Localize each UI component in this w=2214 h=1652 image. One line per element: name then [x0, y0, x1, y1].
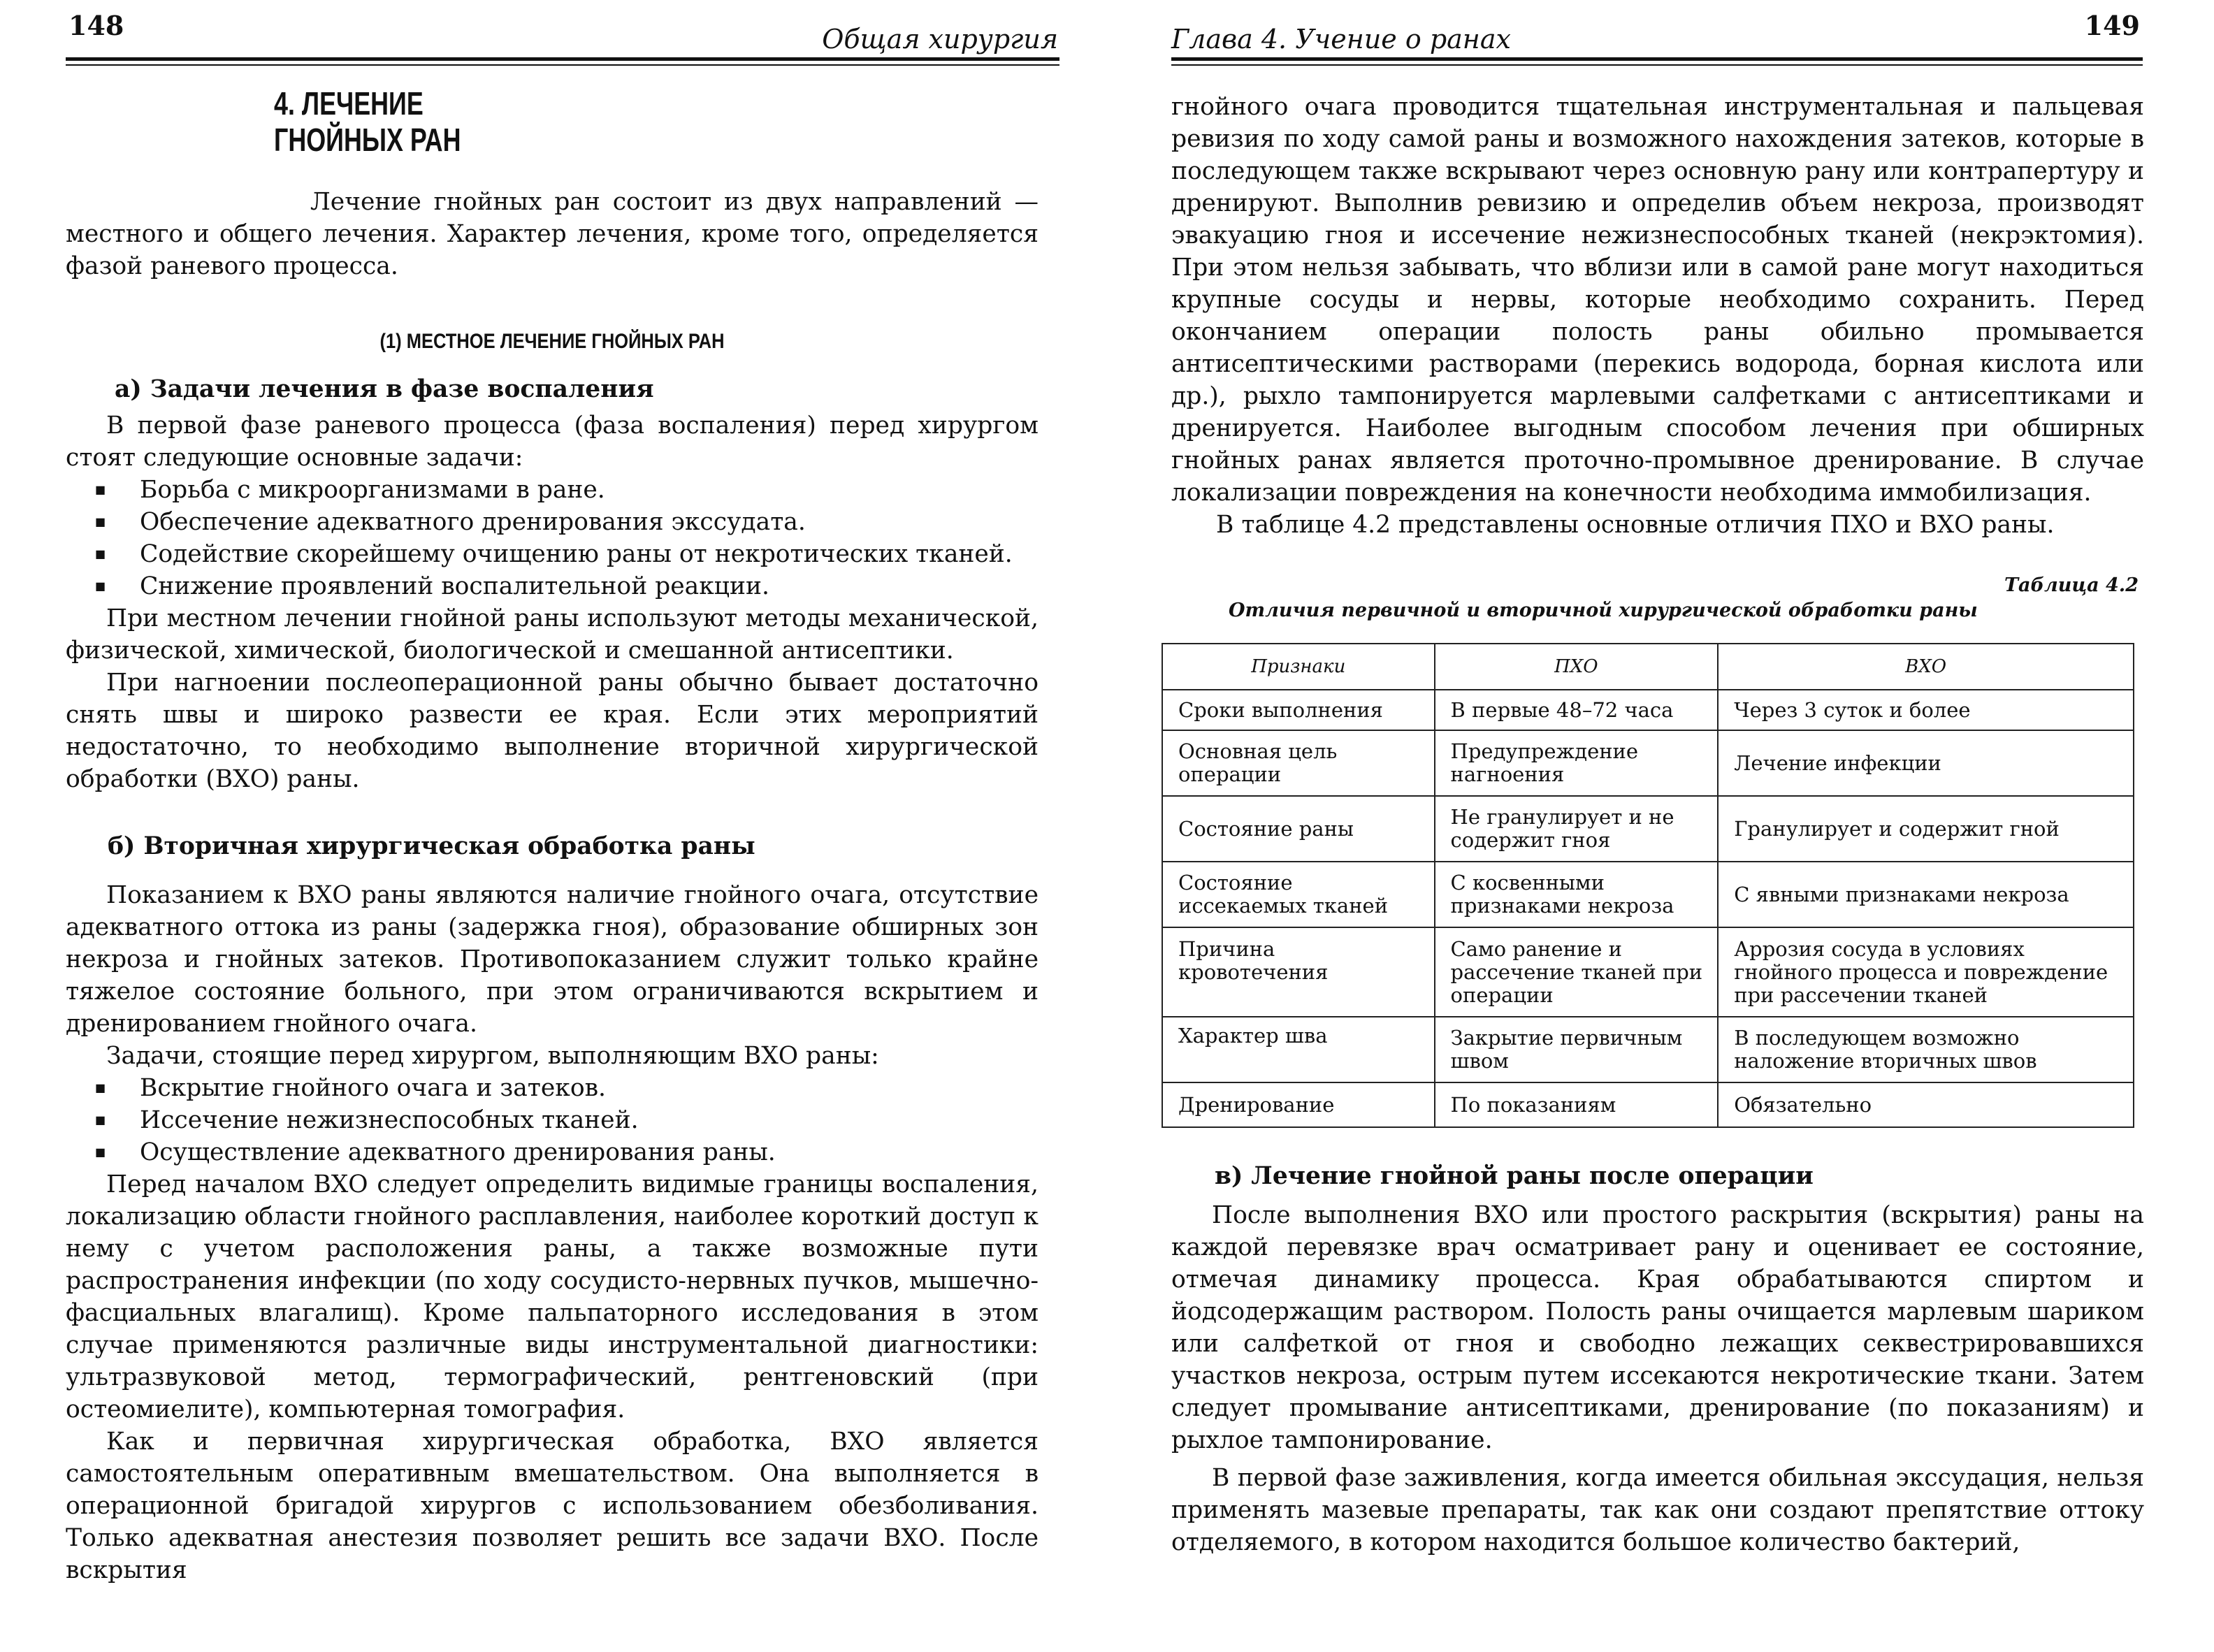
table-cell: Сроки выполнения	[1162, 690, 1435, 730]
list-item: ■ Снижение проявлений воспалительной реакции.	[66, 570, 1039, 602]
page-number: 148	[68, 10, 124, 41]
left-page-body	[66, 186, 1039, 1586]
section-title: (1) МЕСТНОЕ ЛЕЧЕНИЕ ГНОЙНЫХ РАН	[379, 330, 725, 353]
list-item: ■ Иссечение нежизнеспособных тканей.	[66, 1104, 1039, 1136]
task-list	[66, 1072, 1039, 1168]
paragraph: При нагноении послеоперационной раны обычно бывает достаточно снять швы и широко развести ее края. Если этих мероприятий недостаточно, то необходимо выполнение вторичной хирургической обработки (ВХО) раны.	[66, 669, 1039, 793]
paragraph: Показанием к ВХО раны являются наличие гнойного очага, отсутствие адекватного оттока из раны (задержка гноя), образование обширных зон некроза и гнойных затеков. Противопоказанием служит только крайне тяжелое состояние больного, при этом ограничиваются вскрытием и дренированием гнойного очага.	[66, 881, 1039, 1038]
intro-paragraph: Лечение гнойных ран состоит из двух направлений — местного и общего лечения. Характер лечения, кроме того, определяется фазой раневого процесса.	[66, 188, 1039, 280]
running-head: Общая хирургия	[822, 24, 1058, 55]
header-rule-thin	[66, 64, 1059, 66]
header-rule	[66, 57, 1059, 61]
table-cell: С явными признаками некроза	[1718, 862, 2134, 927]
table-cell: Состояние раны	[1162, 796, 1435, 862]
table-row	[1162, 927, 2134, 1017]
comparison-table	[1162, 643, 2134, 1128]
paragraph: Как и первичная хирургическая обработка, ВХО является самостоятельным оперативным вмешательством. Она выполняется в операционной бригадой хирургов с использованием обезболивания. Только адекватная анестезия позволяет решить все задачи ВХО. После вскрытия	[66, 1428, 1039, 1584]
chapter-title-line-1: 4. ЛЕЧЕНИЕ	[274, 85, 424, 122]
right-page-body-top	[1171, 91, 2144, 541]
table-caption: Отличия первичной и вторичной хирургической обработки раны	[1229, 600, 1978, 621]
subsection-a-title: а) Задачи лечения в фазе воспаления	[115, 375, 654, 403]
table-cell: В первые 48–72 часа	[1435, 690, 1719, 730]
table-row	[1162, 690, 2134, 730]
subsection-c-title: в) Лечение гнойной раны после операции	[1215, 1162, 1814, 1190]
paragraph: В первой фазе раневого процесса (фаза воспаления) перед хирургом стоят следующие основные задачи:	[66, 412, 1039, 472]
table-cell: Закрытие первичным швом	[1435, 1017, 1719, 1082]
paragraph: После выполнения ВХО или простого раскрытия (вскрытия) раны на каждой перевязке врач осматривает рану и оценивает ее состояние, отмечая динамику процесса. Края обрабатываются спиртом и йодсодержащим раствором. Полость раны очищается марлевым шариком или салфеткой от гноя и свободно лежащих секвестрировавшихся участков некроза, острым путем иссекаются некротические ткани. Затем следует промывание антисептиками, дренирование (по показаниям) и рыхлое тампонирование.	[1171, 1201, 2144, 1454]
table-cell: Характер шва	[1162, 1017, 1435, 1082]
header-rule	[1171, 57, 2143, 61]
paragraph: При местном лечении гнойной раны используют методы механической, физической, химической, биологической и смешанной антисептики.	[66, 604, 1039, 665]
table-cell: Через 3 суток и более	[1718, 690, 2134, 730]
table-cell: Само ранение и рассечение тканей при операции	[1435, 927, 1719, 1017]
table-header-row	[1162, 644, 2134, 690]
table-row	[1162, 796, 2134, 862]
table-label: Таблица 4.2	[2004, 574, 2139, 596]
table-cell: Лечение инфекции	[1718, 730, 2134, 796]
right-page	[1107, 0, 2214, 1652]
table-cell: С косвенными признаками некроза	[1435, 862, 1719, 927]
paragraph: Задачи, стоящие перед хирургом, выполняющим ВХО раны:	[106, 1042, 879, 1070]
paragraph: Перед началом ВХО следует определить видимые границы воспаления, локализацию области гнойного расплавления, наиболее короткий доступ к нему с учетом расположения раны, а также возможные пути распространения инфекции (по ходу сосудисто-нервных пучков, мышечно-фасциальных влагалищ). Кроме пальпаторного исследования в этом случае применяются различные виды инструментальной диагностики: ультразвуковой метод, термографический, рентгеновский (при остеомиелите), компьютерная томография.	[66, 1171, 1039, 1423]
header-rule-thin	[1171, 64, 2143, 66]
paragraph: В первой фазе заживления, когда имеется обильная экссудация, нельзя применять мазевые препараты, так как они создают препятствие оттоку отделяемого, в котором находится большое количество бактерий,	[1171, 1464, 2144, 1556]
table-cell: Аррозия сосуда в условиях гнойного процесса и повреждение при рассечении тканей	[1718, 927, 2134, 1017]
list-item: ■ Содействие скорейшему очищению раны от некротических тканей.	[66, 538, 1039, 570]
chapter-title-line-2: ГНОЙНЫХ РАН	[274, 122, 461, 158]
table-row	[1162, 1017, 2134, 1082]
column-header: ВХО	[1718, 644, 2134, 690]
task-list	[66, 474, 1039, 602]
table-row	[1162, 730, 2134, 796]
subsection-b-title: б) Вторичная хирургическая обработка раны	[108, 832, 755, 860]
table-cell: Не гранулирует и не содержит гноя	[1435, 796, 1719, 862]
running-head: Глава 4. Учение о ранах	[1171, 24, 1511, 55]
list-item: ■ Обеспечение адекватного дренирования экссудата.	[66, 506, 1039, 538]
table-row	[1162, 862, 2134, 927]
table-cell: Причина кровотечения	[1162, 927, 1435, 1017]
table-cell: Основная цель операции	[1162, 730, 1435, 796]
list-item: ■ Осуществление адекватного дренирования раны.	[66, 1136, 1039, 1168]
table-cell: Состояние иссекаемых тканей	[1162, 862, 1435, 927]
right-page-body-bottom	[1171, 1160, 2144, 1558]
list-item: ■ Вскрытие гнойного очага и затеков.	[66, 1072, 1039, 1104]
table-cell: Дренирование	[1162, 1082, 1435, 1127]
table-cell: Предупреждение нагноения	[1435, 730, 1719, 796]
table-cell: По показаниям	[1435, 1082, 1719, 1127]
paragraph: гнойного очага проводится тщательная инструментальная и пальцевая ревизия по ходу самой раны и возможного нахождения затеков, которые в последующем также вскрывают через основную рану или контрапертуру и дренируют. Выполнив ревизию и определив объем некроза, производят эвакуацию гноя и иссечение нежизнеспособных тканей (некрэктомия). При этом нельзя забывать, что вблизи или в самой ране могут находиться крупные сосуды и нервы, которые необходимо сохранить. Перед окончанием операции полость раны обильно промывается антисептическими растворами (перекись водорода, борная кислота или др.), рыхло тампонируется марлевыми салфетками с антисептиками и дренируется. Наиболее выгодным способом лечения при обширных гнойных ранах является проточно-промывное дренирование. В случае локализации повреждения на конечности необходима иммобилизация.	[1171, 93, 2144, 507]
table-cell: Гранулирует и содержит гной	[1718, 796, 2134, 862]
table-cell: Обязательно	[1718, 1082, 2134, 1127]
column-header: ПХО	[1435, 644, 1719, 690]
table-cell: В последующем возможно наложение вторичных швов	[1718, 1017, 2134, 1082]
column-header: Признаки	[1162, 644, 1435, 690]
table-row	[1162, 1082, 2134, 1127]
list-item: ■ Борьба с микроорганизмами в ране.	[66, 474, 1039, 506]
left-page-header	[66, 10, 1059, 59]
right-page-header	[1171, 10, 2143, 59]
paragraph: В таблице 4.2 представлены основные отличия ПХО и ВХО раны.	[1216, 511, 2055, 539]
page-number: 149	[2084, 10, 2140, 41]
chapter-title	[274, 85, 461, 158]
